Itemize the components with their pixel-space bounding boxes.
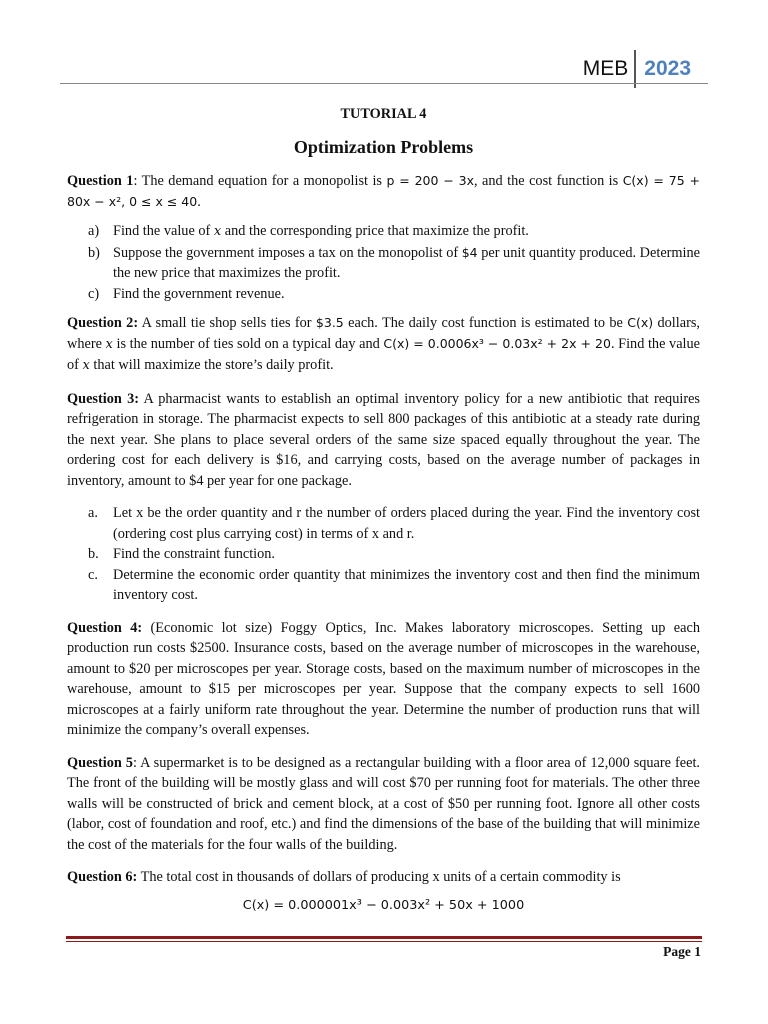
question-5: [67, 753, 700, 856]
year-label: 2023: [644, 57, 691, 80]
document-body: [67, 100, 700, 916]
question-text: that will maximize the store’s daily profit.: [89, 357, 334, 373]
item-text: Let x be the order quantity and r the number of orders placed during the year. Find the inventory cost (ordering cost plus carrying cost) in terms of x and r.: [113, 505, 700, 542]
question-text: A pharmacist wants to establish an optimal inventory policy for a new antibiotic that requires refrigeration in storage. The pharmacist expects to sell 800 packages of this antibiotic at a steady rate during the next year. She plans to place several orders of the same size spaced equally throughout the year. The ordering cost for each delivery is $16, and carrying costs, based on the average number of packages in inventory, amount to $4 per year for one package.: [67, 390, 700, 489]
page-number: Page 1: [663, 944, 701, 959]
item-text: Find the value of: [113, 223, 214, 239]
list-marker: a): [88, 223, 100, 239]
list-item: [67, 565, 700, 606]
list-item: [67, 284, 700, 305]
question-text: , and the cost function is: [474, 173, 623, 189]
item-text: Suppose the government imposes a tax on the monopolist of: [113, 244, 462, 261]
org-name: MEB: [582, 57, 629, 80]
item-text: per unit quantity produced. Determine the new price that maximizes the profit.: [113, 244, 701, 281]
math-expression: C(x) = 0.0006x³ − 0.03x² + 2x + 20: [383, 335, 611, 351]
list-item: [67, 221, 700, 243]
page-title: Optimization Problems: [293, 136, 474, 157]
math-expression: $3.5: [315, 315, 344, 330]
question-3: [67, 389, 700, 492]
question-text: is the number of ties sold on a typical day and: [112, 335, 384, 352]
question-text: A small tie shop sells ties for: [138, 315, 316, 331]
list-item: [67, 544, 700, 565]
list-marker: b.: [88, 546, 99, 562]
math-expression: x: [213, 224, 222, 239]
math-expression: p = 200 − 3x: [386, 173, 475, 188]
question-text: : A supermarket is to be designed as a rectangular building with a floor area of 12,000 square feet. The front of the building will be mostly glass and will cost $70 per running foot for materials. The other three walls will be constructed of brick and cement block, at a cost of $50 per running foot. Ignore all other costs (labor, cost of foundation and roof, etc.) and find the dimensions of the base of the building that will minimize the cost of the materials for the four walls of the building.: [67, 754, 700, 853]
math-expression: x: [105, 336, 113, 352]
question-3-label: Question 3:: [67, 390, 139, 407]
question-2: [67, 313, 700, 377]
question-text: dollars, where: [67, 315, 700, 352]
list-marker: a.: [88, 505, 98, 521]
question-2-label: Question 2:: [67, 315, 139, 331]
list-item: [67, 243, 700, 284]
question-1-label: Question 1: [67, 173, 134, 189]
question-text: each. The daily cost function is estimated to be: [343, 315, 628, 331]
question-6-label: Question 6:: [67, 869, 138, 885]
question-4: [67, 618, 700, 741]
list-marker: b): [88, 244, 100, 261]
footer-rule-thin: [66, 941, 702, 942]
math-expression: $4: [461, 244, 478, 260]
question-3-parts: [67, 503, 700, 606]
question-5-label: Question 5: [67, 754, 133, 771]
question-1-parts: [67, 221, 700, 304]
list-item: [67, 503, 700, 544]
footer-rule: [66, 936, 702, 939]
item-text: Find the government revenue.: [113, 285, 285, 302]
list-marker: c): [88, 285, 100, 302]
item-text: Find the constraint function.: [113, 546, 276, 562]
item-text: and the corresponding price that maximize the profit.: [221, 223, 529, 239]
question-text: The total cost in thousands of dollars of producing x units of a certain commodity is: [137, 869, 621, 885]
list-marker: c.: [88, 566, 98, 583]
question-text: .: [197, 193, 201, 210]
item-text: Determine the economic order quantity that minimizes the inventory cost and then find the minimum inventory cost.: [113, 566, 700, 603]
cost-equation: C(x) = 0.000001x³ − 0.003x² + 50x + 1000: [242, 897, 525, 913]
math-expression: x: [82, 358, 90, 373]
question-text: (Economic lot size) Foggy Optics, Inc. Makes laboratory microscopes. Setting up each production run costs $2500. Insurance costs, based on the average number of microscopes in the warehouse, amount to $20 per microscopes per year. Storage costs, based on the maximum number of microscopes in the warehouse, amount to $15 per microscopes per year. Suppose that the company expects to sell 1600 microscopes at a fairly uniform rate throughout the year. Determine the number of production runs that will minimize the company’s overall expenses.: [67, 619, 700, 738]
math-expression: C(x) = 75 + 80x − x², 0 ≤ x ≤ 40: [67, 173, 701, 209]
question-4-label: Question 4:: [67, 619, 143, 636]
math-expression: C(x): [627, 315, 654, 330]
question-text: . Find the value of: [67, 335, 701, 373]
question-6: [67, 867, 700, 888]
question-1: [67, 171, 700, 212]
tutorial-label: TUTORIAL 4: [340, 106, 427, 122]
question-text: : The demand equation for a monopolist is: [133, 173, 387, 189]
header-rule: [60, 83, 708, 84]
